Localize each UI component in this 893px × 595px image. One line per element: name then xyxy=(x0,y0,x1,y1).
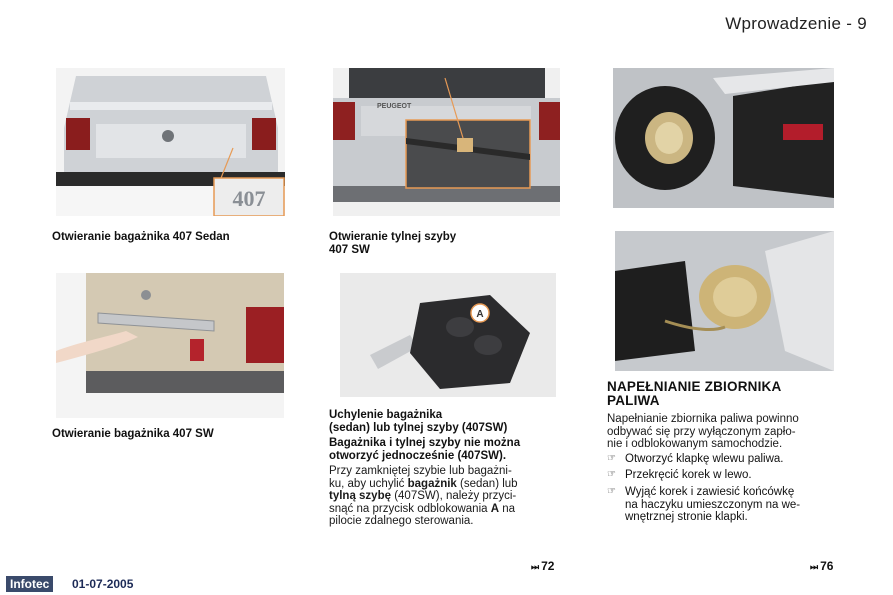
page-ref-76[interactable] xyxy=(810,559,833,573)
fuel-step-3-line2: na haczyku umieszczonym na we- xyxy=(625,498,801,511)
heading-trunk-unlock-line2: (sedan) lub tylnej szyby (407SW) xyxy=(329,422,508,434)
page-ref-72[interactable] xyxy=(531,559,554,573)
fuel-step-3-text xyxy=(625,486,800,524)
heading-trunk-unlock-line1: Uchylenie bagażnika xyxy=(329,409,443,421)
fuel-step-3-line1: Wyjąć korek i zawiesić końcówkę xyxy=(625,486,795,498)
paragraph-line2-post: (sedan) lub xyxy=(456,477,518,490)
fuel-step-1-text: Otworzyć klapkę wlewu paliwa. xyxy=(625,453,784,465)
paragraph-line4-post: na xyxy=(499,502,516,515)
fuel-title-line2: PALIWA xyxy=(607,393,660,408)
trunk-unlock-paragraph xyxy=(329,465,518,528)
fuel-intro-line2: odbywać się przy wyłączonym zapło- xyxy=(607,425,796,438)
skip-forward-icon: ⏭ xyxy=(810,562,817,572)
page-ref-72-number: 72 xyxy=(541,559,555,573)
photo-fuel-cap xyxy=(615,231,834,371)
paragraph-line2 xyxy=(329,478,518,491)
sw-hatch-illustration xyxy=(56,273,284,418)
fuel-intro xyxy=(607,413,799,451)
warning-text xyxy=(329,437,520,463)
page-ref-76-number: 76 xyxy=(820,559,834,573)
fuel-step-3-line3: wnętrznej stronie klapki. xyxy=(625,511,748,523)
sedan-rear-illustration xyxy=(56,68,285,216)
fuel-step-3 xyxy=(607,486,800,524)
key-label-text: A xyxy=(476,309,484,320)
fuel-intro-line3: nie i odblokowanym samochodzie. xyxy=(607,438,783,450)
fuel-step-1 xyxy=(607,453,784,466)
sedan-badge-text: 407 xyxy=(232,186,266,211)
footer-date: 01-07-2005 xyxy=(72,577,134,591)
fuel-section-title xyxy=(607,380,781,408)
caption-sw-rear-window-line2: 407 SW xyxy=(329,244,370,256)
caption-sw-rear-window xyxy=(329,231,456,257)
fuel-step-2-text: Przekręcić korek w lewo. xyxy=(625,469,752,481)
page-title: Wprowadzenie - 9 xyxy=(725,14,867,33)
photo-fuel-flap xyxy=(613,68,834,208)
paragraph-line2-pre: ku, aby uchylić xyxy=(329,477,408,490)
paragraph-line5: pilocie zdalnego sterowania. xyxy=(329,515,474,527)
paragraph-line4-pre: snąć na przycisk odblokowania xyxy=(329,502,491,515)
pointing-hand-icon: ☞ xyxy=(607,453,616,464)
fuel-cap-illustration xyxy=(615,231,834,371)
fuel-step-2 xyxy=(607,469,752,482)
photo-sedan-rear xyxy=(56,68,285,216)
paragraph-line3-bold: tylną szybę xyxy=(329,490,391,502)
fuel-intro-line1: Napełnianie zbiornika paliwa powinno xyxy=(607,413,799,425)
caption-sw-rear-window-line1: Otwieranie tylnej szyby xyxy=(329,231,457,243)
sw-brand-plate-text: PEUGEOT xyxy=(377,103,412,110)
fuel-title-line1: NAPEŁNIANIE ZBIORNIKA xyxy=(607,379,782,394)
photo-sw-hatch xyxy=(56,273,284,418)
heading-trunk-unlock xyxy=(329,409,507,435)
paragraph-line4-bold: A xyxy=(490,502,500,515)
fuel-flap-illustration xyxy=(613,68,834,208)
paragraph-line1: Przy zamkniętej szybie lub bagażni- xyxy=(329,465,512,477)
warning-line2: otworzyć jednocześnie (407SW). xyxy=(329,450,507,462)
paragraph-line4 xyxy=(329,503,518,516)
skip-forward-icon: ⏭ xyxy=(531,562,538,572)
paragraph-line3 xyxy=(329,490,518,503)
pointing-hand-icon: ☞ xyxy=(607,486,616,497)
warning-line1: Bagażnika i tylnej szyby nie można xyxy=(329,437,521,449)
remote-key-illustration xyxy=(340,273,556,397)
photo-sw-rear xyxy=(333,68,560,216)
pointing-hand-icon: ☞ xyxy=(607,469,616,480)
paragraph-line3-post: (407SW), należy przyci- xyxy=(391,490,517,502)
caption-sw-trunk: Otwieranie bagażnika 407 SW xyxy=(52,428,214,440)
infotec-logo: Infotec xyxy=(6,576,53,592)
caption-sedan-trunk: Otwieranie bagażnika 407 Sedan xyxy=(52,231,230,243)
paragraph-line2-bold: bagażnik xyxy=(407,477,457,490)
photo-remote-key xyxy=(340,273,556,397)
sw-rear-illustration xyxy=(333,68,560,216)
